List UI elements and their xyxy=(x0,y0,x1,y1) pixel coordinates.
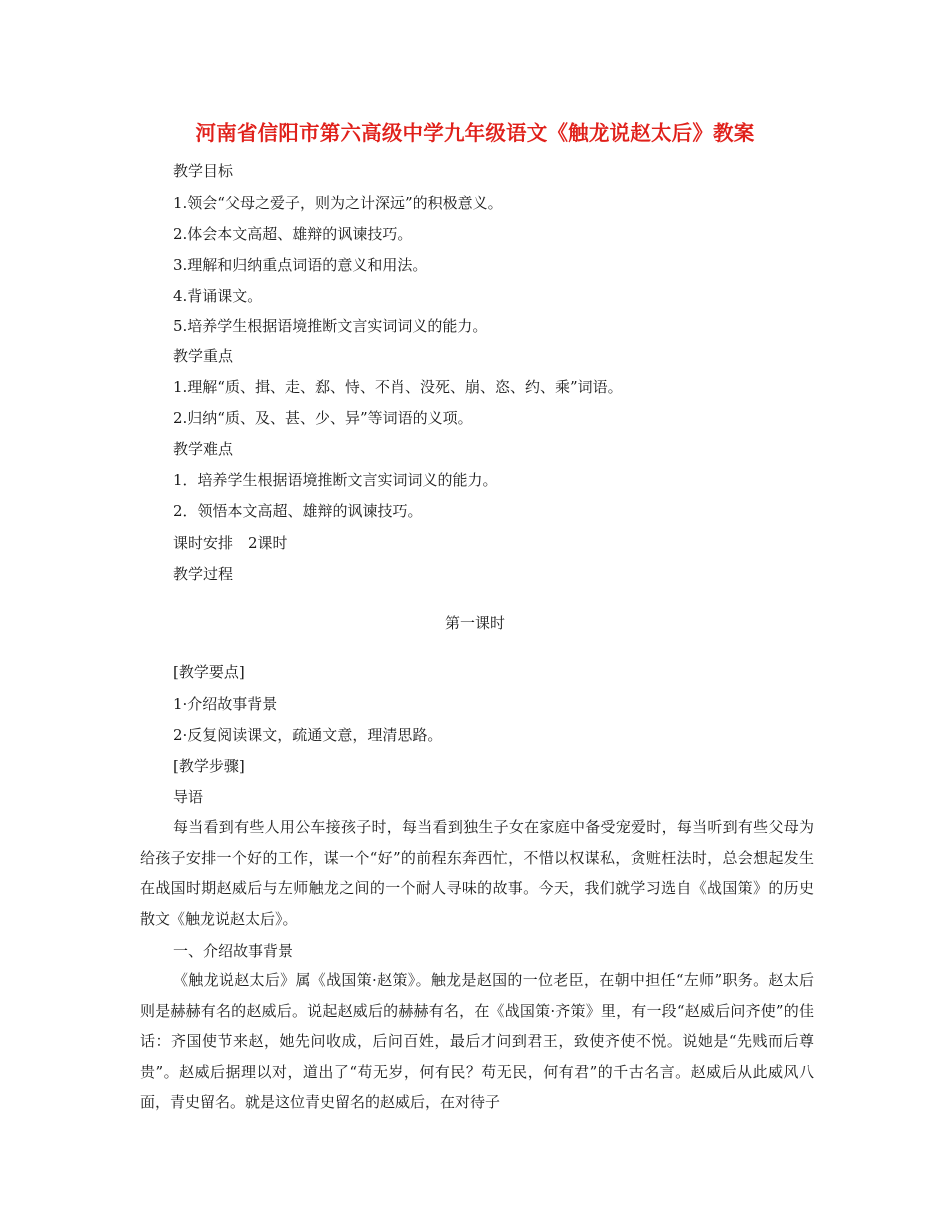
key-point-item: 2.归纳“质、及、甚、少、异”等词语的义项。 xyxy=(173,409,473,427)
difficulty-item: 1．培养学生根据语境推断文言实词词义的能力。 xyxy=(173,471,498,489)
objective-item: 5.培养学生根据语境推断文言实词词义的能力。 xyxy=(173,317,488,335)
objective-item: 4.背诵课文。 xyxy=(173,287,263,305)
document-title: 河南省信阳市第六高级中学九年级语文《触龙说赵太后》教案 xyxy=(195,121,755,145)
intro-heading: 导语 xyxy=(173,788,204,806)
essential-item: 1·介绍故事背景 xyxy=(173,695,278,713)
key-points-heading: 教学重点 xyxy=(173,347,234,365)
schedule-line: 课时安排 2课时 xyxy=(173,534,288,552)
steps-heading: [教学步骤] xyxy=(173,757,245,775)
process-heading: 教学过程 xyxy=(173,565,234,583)
objective-item: 2.体会本文高超、雄辩的讽谏技巧。 xyxy=(173,225,413,243)
background-paragraph: 《触龙说赵太后》属《战国策·赵策》。触龙是赵国的一位老臣，在朝中担任“左师”职务。赵太后则是赫赫有名的赵威后。说起赵威后的赫赫有名，在《战国策·齐策》里，有一段“赵威后问齐使”的佳话：齐国使节来赵，她先问收成，后问百姓，最后才问到君王，致使齐使不悦。说她是“先贱而后尊贵”。赵威后据理以对，道出了“苟无岁，何有民？苟无民，何有君”的千古名言。赵威后从此威风八面，青史留名。就是这位青史留名的赵威后，在对待子 xyxy=(140,971,814,1112)
difficulty-item: 2．领悟本文高超、雄辩的讽谏技巧。 xyxy=(173,502,423,520)
essentials-heading: [教学要点] xyxy=(173,663,245,681)
key-point-item: 1.理解“质、揖、走、郄、恃、不肖、没死、崩、恣、约、乘”词语。 xyxy=(173,378,623,396)
lesson-heading: 第一课时 xyxy=(444,614,505,632)
objective-item: 3.理解和归纳重点词语的意义和用法。 xyxy=(173,256,428,274)
intro-paragraph: 每当看到有些人用公车接孩子时，每当看到独生子女在家庭中备受宠爱时，每当听到有些父母为给孩子安排一个好的工作，谋一个“好”的前程东奔西忙，不惜以权谋私，贪赃枉法时，总会想起发生在战国时期赵威后与左师触龙之间的一个耐人寻味的故事。今天，我们就学习选自《战国策》的历史散文《触龙说赵太后》。 xyxy=(140,818,814,928)
section-heading: 一、介绍故事背景 xyxy=(173,942,294,960)
difficulties-heading: 教学难点 xyxy=(173,440,234,458)
objectives-heading: 教学目标 xyxy=(173,162,234,180)
objective-item: 1.领会“父母之爱子，则为之计深远”的积极意义。 xyxy=(173,194,503,212)
essential-item: 2·反复阅读课文，疏通文意，理清思路。 xyxy=(173,726,443,744)
